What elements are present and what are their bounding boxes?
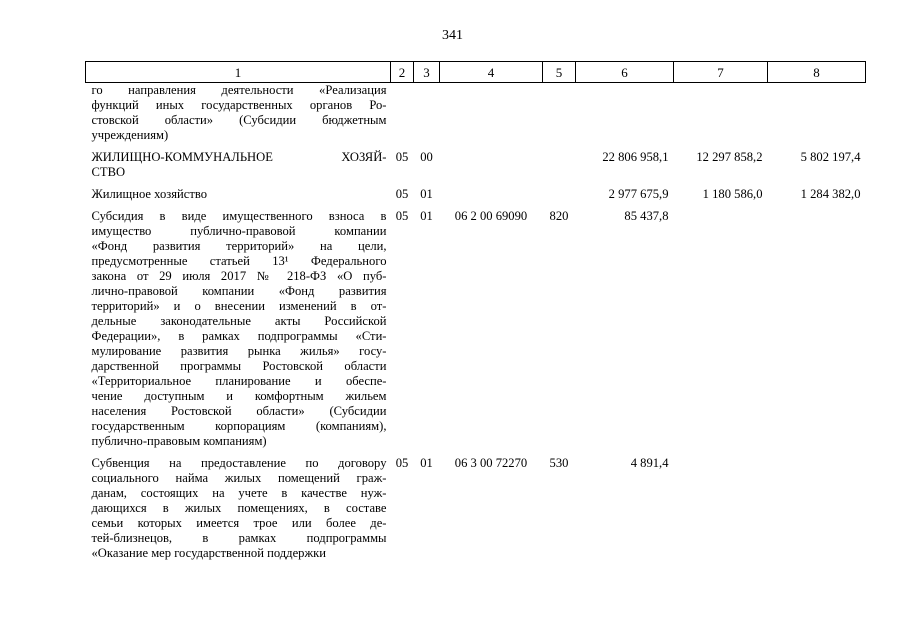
cell-col-6: 2 977 675,9 [608, 187, 669, 201]
description-line: имущество публично-правовой компании [91, 224, 387, 238]
cell-col-4: 06 3 00 72270 [454, 456, 528, 470]
cell-col-7: 12 297 858,2 [696, 150, 763, 164]
cell-col-2 [391, 83, 414, 144]
table-row [86, 143, 866, 180]
table-row [86, 449, 866, 561]
description-line: «Фонд развития территорий» на цели, [91, 239, 387, 253]
cell-col-3: 01 [420, 209, 433, 223]
table-row [86, 202, 866, 449]
description-line: Субвенция на предоставление по договору [91, 456, 387, 470]
budget-table [85, 61, 866, 561]
cell-col-5 [543, 83, 576, 144]
description-line: государственным корпорациям (компаниям), [91, 419, 387, 433]
cell-col-4 [440, 143, 543, 180]
row-description [86, 83, 391, 144]
description-line: публично-правовым компаниям) [91, 434, 267, 448]
description-line: данам, состоящих на учете в качестве нуж- [91, 486, 387, 500]
cell-col-5: 820 [549, 209, 569, 223]
row-description [86, 143, 391, 180]
description-line: тей-близнецов, в рамках подпрограммы [91, 531, 387, 545]
description-line: мулирование развития рынка жилья» госу- [91, 344, 387, 358]
cell-col-4 [440, 83, 543, 144]
cell-col-4: 06 2 00 69090 [454, 209, 528, 223]
description-line: функций иных государственных органов Ро- [91, 98, 387, 112]
description-line: предусмотренные статьей 13¹ Федерального [91, 254, 387, 268]
header-row [86, 62, 866, 83]
table-row [86, 83, 866, 144]
description-line: Жилищное хозяйство [91, 187, 208, 201]
cell-col-5 [543, 143, 576, 180]
row-description [86, 180, 391, 202]
header-cell-3: 3 [414, 62, 440, 83]
description-line: учреждениям) [91, 128, 169, 142]
description-line: ЖИЛИЩНО-КОММУНАЛЬНОЕ ХОЗЯЙ- [91, 150, 387, 164]
table-body [86, 83, 866, 562]
row-description [86, 202, 391, 449]
cell-col-2: 05 [395, 187, 409, 201]
table-header [86, 62, 866, 83]
cell-col-2: 05 [395, 150, 409, 164]
cell-col-3 [414, 83, 440, 144]
description-line: СТВО [91, 165, 126, 179]
description-line: территорий» и о внесении изменений в от- [91, 299, 387, 313]
header-cell-7: 7 [674, 62, 768, 83]
description-line: дающихся в жилых помещениях, в составе [91, 501, 387, 515]
cell-col-6 [576, 83, 674, 144]
cell-col-6: 85 437,8 [624, 209, 669, 223]
description-line: лично-правовой компании «Фонд развития [91, 284, 387, 298]
cell-col-4 [440, 180, 543, 202]
description-line: дельные законодательные акты Российской [91, 314, 387, 328]
cell-col-3: 00 [420, 150, 433, 164]
cell-col-8: 5 802 197,4 [800, 150, 861, 164]
cell-col-6: 22 806 958,1 [602, 150, 669, 164]
cell-col-8 [768, 83, 866, 144]
cell-col-7 [674, 83, 768, 144]
header-cell-6: 6 [576, 62, 674, 83]
page-number: 341 [442, 28, 463, 43]
cell-col-2: 05 [395, 456, 409, 470]
cell-col-3: 01 [420, 456, 433, 470]
description-line: го направления деятельности «Реализация [91, 83, 387, 97]
description-line: Субсидия в виде имущественного взноса в [91, 209, 387, 223]
cell-col-6: 4 891,4 [630, 456, 669, 470]
row-description [86, 449, 391, 561]
header-cell-5: 5 [543, 62, 576, 83]
header-cell-4: 4 [440, 62, 543, 83]
cell-col-8 [768, 202, 866, 449]
cell-col-8: 1 284 382,0 [800, 187, 861, 201]
description-line: чение доступным и комфортным жильем [91, 389, 387, 403]
table-row [86, 180, 866, 202]
cell-col-5 [543, 180, 576, 202]
description-line: стовской области» (Субсидии бюджетным [91, 113, 387, 127]
cell-col-7 [674, 202, 768, 449]
description-line: семьи которых имеется трое или более де- [91, 516, 387, 530]
cell-col-7: 1 180 586,0 [702, 187, 763, 201]
description-line: социального найма жилых помещений граж- [91, 471, 387, 485]
header-cell-2: 2 [391, 62, 414, 83]
cell-col-7 [674, 449, 768, 561]
description-line: «Оказание мер государственной поддержки [91, 546, 327, 560]
cell-col-2: 05 [395, 209, 409, 223]
cell-col-8 [768, 449, 866, 561]
cell-col-5: 530 [549, 456, 569, 470]
description-line: населения Ростовской области» (Субсидии [91, 404, 387, 418]
description-line: закона от 29 июля 2017 № 218-ФЗ «О пуб- [91, 269, 387, 283]
description-line: «Территориальное планирование и обеспе- [91, 374, 387, 388]
description-line: дарственной программы Ростовской области [91, 359, 387, 373]
header-cell-1: 1 [86, 62, 391, 83]
description-line: Федерации», в рамках подпрограммы «Сти- [91, 329, 387, 343]
header-cell-8: 8 [768, 62, 866, 83]
cell-col-3: 01 [420, 187, 433, 201]
